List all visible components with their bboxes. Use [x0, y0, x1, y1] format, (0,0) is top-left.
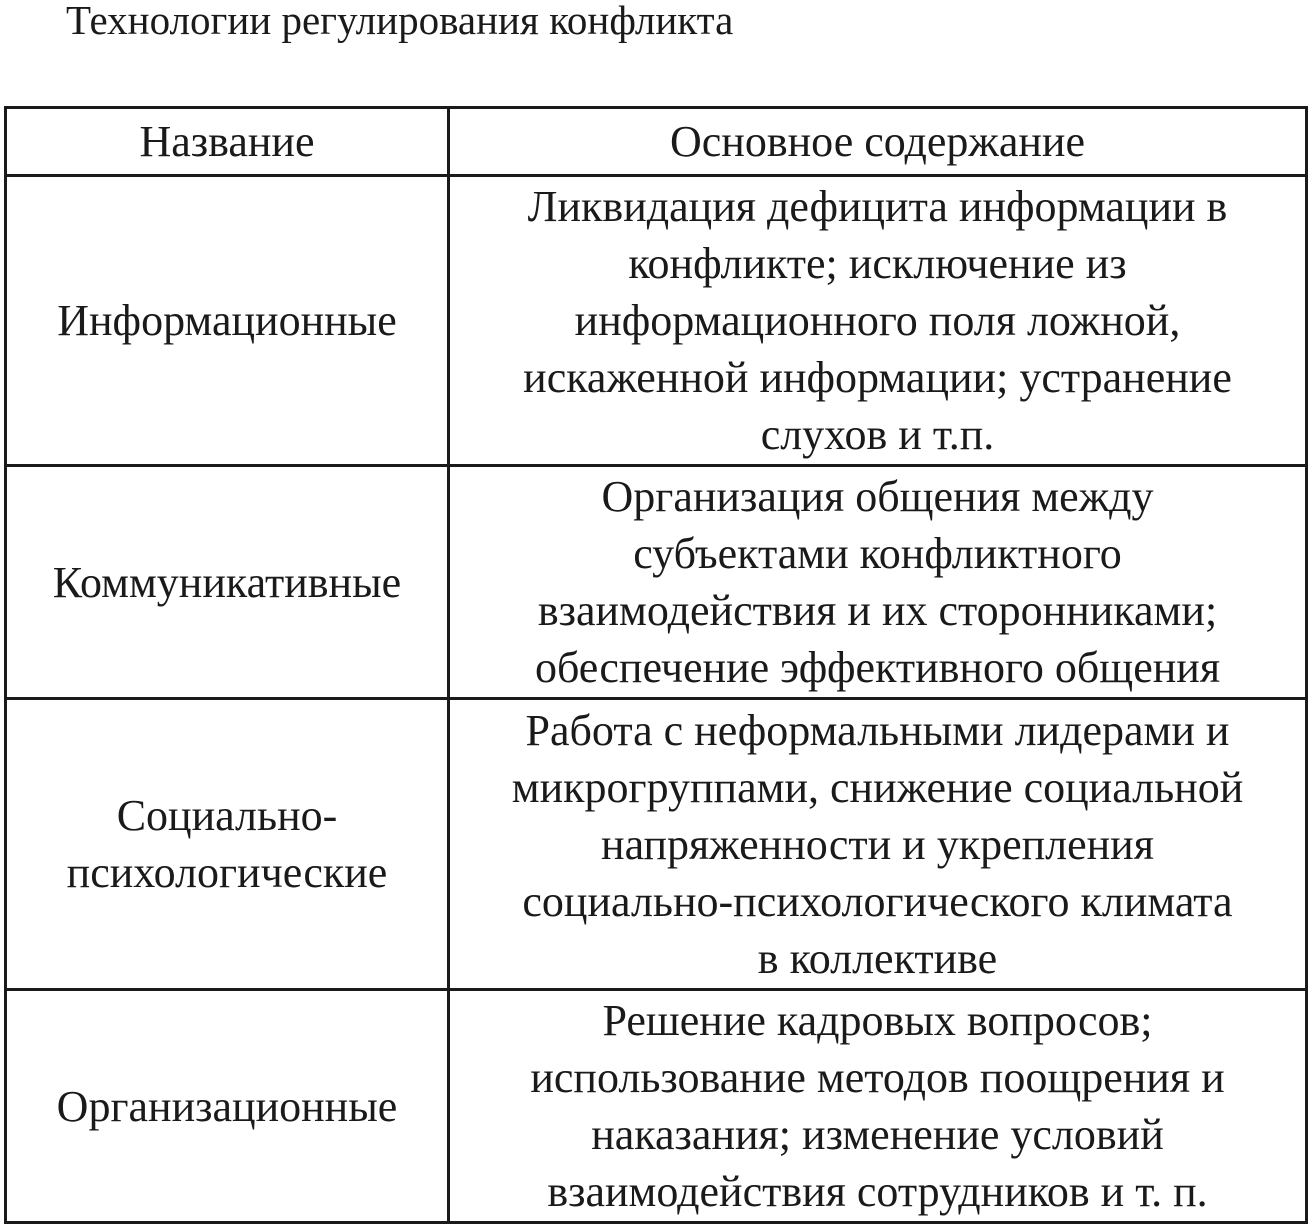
- conflict-regulation-table: [4, 106, 1308, 1224]
- row-content-line: Работа с неформальными лидерами и: [525, 705, 1230, 755]
- row-content-cell: [449, 699, 1307, 990]
- table-row: [6, 176, 1307, 466]
- row-content-line: взаимодействия сотрудников и т. п.: [547, 1167, 1208, 1216]
- table-row: [6, 699, 1307, 990]
- row-content-line: искаженной информации; устранение: [523, 353, 1232, 402]
- table-header-row: [6, 108, 1307, 176]
- row-content-cell: [449, 990, 1307, 1223]
- row-content-line: взаимодействия и их сторонниками;: [537, 586, 1218, 635]
- table-row: [6, 466, 1307, 699]
- row-name-cell: [6, 990, 449, 1223]
- row-name-text: Социально-: [116, 791, 338, 840]
- row-content-line: слухов и т.п.: [760, 410, 995, 459]
- row-name-cell: [6, 699, 449, 990]
- row-name-text: Организационные: [56, 1081, 398, 1131]
- row-content-line: в коллективе: [757, 933, 998, 983]
- row-name-text: Коммуникативные: [52, 557, 402, 607]
- row-name-text: психологические: [66, 848, 388, 897]
- document-title: Технологии регулирования конфликта: [66, 0, 734, 43]
- header-name: Название: [6, 108, 449, 176]
- row-content-line: микрогруппами, снижение социальной: [511, 762, 1244, 812]
- row-content-line: Ликвидация дефицита информации в: [527, 182, 1228, 231]
- row-content-line: использование методов поощрения и: [530, 1053, 1225, 1102]
- row-name-cell: [6, 176, 449, 466]
- header-content: Основное содержание: [449, 108, 1307, 176]
- table-row: [6, 990, 1307, 1223]
- row-content-line: социально-психологического климата: [522, 876, 1233, 926]
- row-content-line: информационного поля ложной,: [574, 296, 1181, 345]
- row-content-line: Решение кадровых вопросов;: [602, 996, 1153, 1045]
- row-content-cell: [449, 176, 1307, 466]
- row-content-line: Организация общения между: [601, 472, 1154, 521]
- row-content-cell: [449, 466, 1307, 699]
- row-name-text: Информационные: [57, 296, 397, 345]
- row-content-line: напряженности и укрепления: [601, 819, 1154, 869]
- row-content-line: конфликте; исключение из: [628, 239, 1127, 288]
- row-content-line: субъектами конфликтного: [633, 529, 1122, 578]
- row-content-line: наказания; изменение условий: [591, 1110, 1164, 1159]
- row-content-line: обеспечение эффективного общения: [534, 643, 1221, 692]
- row-name-cell: [6, 466, 449, 699]
